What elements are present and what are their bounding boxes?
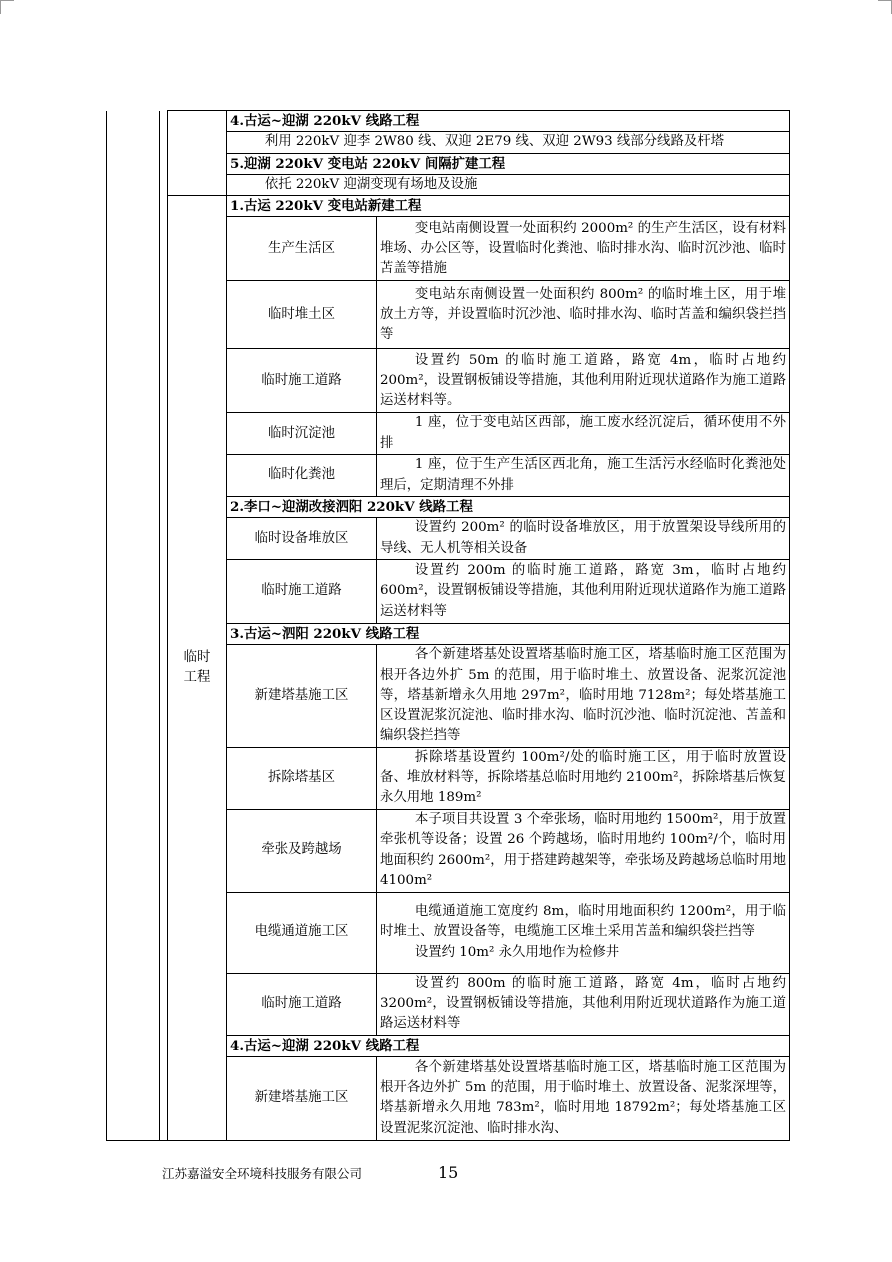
temp-works-category: 临时工程 (168, 196, 227, 1141)
area-description (377, 1056, 790, 1140)
area-description (377, 217, 790, 281)
section-content: 依托 220kV 迎湖变现有场地及设施 (227, 174, 790, 195)
area-description (377, 973, 790, 1035)
description-paragraph: 设置约 50m 的临时施工道路，路宽 4m，临时占地约 200m²，设置钢板铺设等措施，其他利用附近现状道路作为施工道路运送材料等。 (380, 352, 786, 409)
area-name: 生产生活区 (227, 217, 377, 281)
section-title-row (107, 196, 790, 217)
area-description (377, 645, 790, 747)
area-description (377, 518, 790, 560)
area-description (377, 559, 790, 623)
section-title: 5.迎湖 220kV 变电站 220kV 间隔扩建工程 (227, 153, 790, 174)
section-title: 3.古运~泗阳 220kV 线路工程 (227, 623, 790, 644)
crop-mark (0, 0, 1, 14)
description-paragraph: 变电站南侧设置一处面积约 2000m² 的生产生活区，设有材料堆场、办公区等，设置临时化粪池、临时排水沟、临时沉沙池、临时苫盖等措施 (380, 220, 786, 277)
area-name: 新建塔基施工区 (227, 1056, 377, 1140)
section-title: 4.古运~迎湖 220kV 线路工程 (227, 1035, 790, 1056)
area-name: 牵张及跨越场 (227, 809, 377, 892)
section-content: 利用 220kV 迎李 2W80 线、双迎 2E79 线、双迎 2W93 线部分线路及杆塔 (227, 132, 790, 153)
crop-mark (878, 0, 892, 1)
page-number: 15 (438, 1163, 459, 1182)
area-description (377, 349, 790, 413)
description-paragraph: 设置约 10m² 永久用地作为检修井 (414, 944, 620, 960)
blank-category-cell (168, 111, 227, 196)
description-paragraph: 电缆通道施工宽度约 8m，临时用地面积约 1200m²，用于临时堆土、放置设备等，电缆施工区堆土采用苫盖和编织袋拦挡等 (380, 904, 786, 940)
section-title: 1.古运 220kV 变电站新建工程 (227, 196, 790, 217)
table-body (107, 111, 790, 1141)
area-description (377, 747, 790, 809)
area-name: 拆除塔基区 (227, 747, 377, 809)
area-name: 临时沉淀池 (227, 413, 377, 455)
area-description (377, 413, 790, 455)
project-composition-table (106, 110, 790, 1141)
area-name: 临时设备堆放区 (227, 518, 377, 560)
outer-category-cell (107, 111, 160, 1141)
area-name: 临时施工道路 (227, 973, 377, 1035)
sub-column-cell (160, 111, 168, 1141)
area-description (377, 455, 790, 497)
description-paragraph: 拆除塔基设置约 100m²/处的临时施工区，用于临时放置设备、堆放材料等，拆除塔基总临时用地约 2100m²，拆除塔基后恢复永久用地 189m² (380, 749, 786, 806)
description-paragraph: 各个新建塔基处设置塔基临时施工区，塔基临时施工区范围为根开各边外扩 5m 的范围，用于临时堆土、放置设备、泥浆沉淀池等，塔基新增永久用地 297m²，临时用地 7128m²；每处塔基施工区设置泥浆沉淀池、临时排水沟、临时沉沙池、临时沉淀池、苫盖和编织袋拦挡等 (380, 647, 786, 744)
crop-mark (0, 0, 14, 1)
area-description (377, 809, 790, 892)
area-name: 电缆通道施工区 (227, 892, 377, 973)
area-name: 新建塔基施工区 (227, 645, 377, 747)
description-paragraph: 设置约 800m 的临时施工道路，路宽 4m，临时占地约 3200m²，设置钢板铺设等措施，其他利用附近现状道路作为施工道路运送材料等 (380, 975, 786, 1032)
area-name: 临时堆土区 (227, 281, 377, 349)
description-paragraph: 变电站东南侧设置一处面积约 800m² 的临时堆土区，用于堆放土方等，并设置临时沉沙池、临时排水沟、临时苫盖和编织袋拦挡等 (380, 286, 786, 343)
description-paragraph: 各个新建塔基处设置塔基临时施工区，塔基临时施工区范围为根开各边外扩 5m 的范围，用于临时堆土、放置设备、泥浆深埋等，塔基新增永久用地 783m²，临时用地 18792m²；每处塔基施工区设置泥浆沉淀池、临时排水沟、 (380, 1059, 786, 1136)
footer-company: 江苏嘉溢安全环境科技服务有限公司 (162, 1166, 363, 1181)
area-name: 临时施工道路 (227, 349, 377, 413)
description-paragraph: 本子项目共设置 3 个牵张场，临时用地约 1500m²，用于放置牵张机等设备；设置 26 个跨越场，临时用地约 100m²/个，临时用地面积约 2600m²，用于搭建跨越架等，牵张场及跨越场总临时用地 4100m² (380, 812, 786, 888)
section-title-row (107, 111, 790, 132)
area-description (377, 892, 790, 973)
description-paragraph: 1 座，位于生产生活区西北角，施工生活污水经临时化粪池处理后，定期清理不外排 (380, 457, 786, 493)
description-paragraph: 1 座，位于变电站区西部，施工废水经沉淀后，循环使用不外排 (380, 415, 786, 451)
area-name: 临时施工道路 (227, 559, 377, 623)
area-name: 临时化粪池 (227, 455, 377, 497)
section-title: 4.古运~迎湖 220kV 线路工程 (227, 111, 790, 132)
description-paragraph: 设置约 200m 的临时施工道路，路宽 3m，临时占地约 600m²，设置钢板铺设等措施，其他利用附近现状道路作为施工道路运送材料等 (380, 563, 786, 619)
area-description (377, 281, 790, 349)
description-paragraph: 设置约 200m² 的临时设备堆放区，用于放置架设导线所用的导线、无人机等相关设备 (380, 520, 786, 556)
section-title: 2.李口~迎湖改接泗阳 220kV 线路工程 (227, 497, 790, 518)
